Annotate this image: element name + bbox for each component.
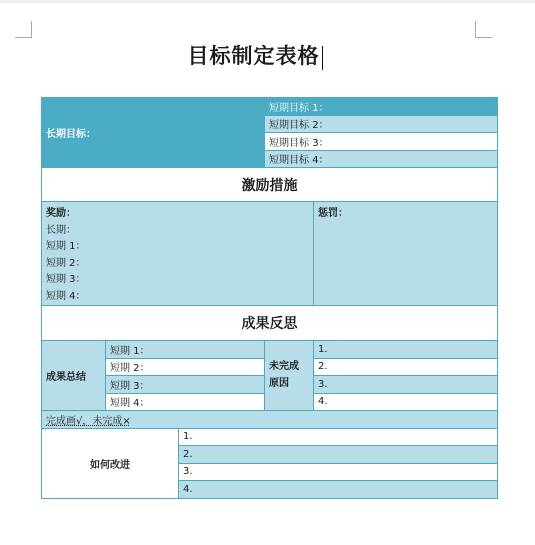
unfinished-label-line2: 原因 [269,377,290,389]
summary-short-term-3[interactable] [106,376,265,394]
reward-label: 奖励： [46,208,76,219]
unfinished-reason-4[interactable] [314,393,498,411]
short-term-goal-4[interactable] [265,150,498,168]
unfinished-reason-3[interactable] [314,376,498,394]
short-term-goal-4-label: 短期目标 4： [269,155,329,167]
summary-short-term-3-label: 短期 3： [110,380,150,392]
improvement-1-label: 1. [183,431,193,443]
short-term-goal-3-label: 短期目标 3： [269,137,329,149]
summary-label: 成果总结 [46,372,86,383]
summary-short-term-4-label: 短期 4： [110,398,150,410]
short-term-goal-1-label: 短期目标 1： [269,102,329,114]
improvement-2[interactable] [179,446,498,464]
improvement-4-label: 4. [183,483,193,495]
reward-long-term: 长期： [46,224,76,236]
improvement-3-label: 3. [183,466,193,478]
reflection-heading [42,306,498,341]
document-title[interactable] [0,40,510,70]
short-term-goal-2[interactable] [265,115,498,133]
long-term-goal-label: 长期目标： [46,129,96,140]
unfinished-reason-3-label: 3. [318,378,328,390]
improvement-4[interactable] [179,481,498,499]
unfinished-reason-2[interactable] [314,358,498,376]
reward-short-term-4: 短期 4： [46,290,86,302]
unfinished-reason-1-label: 1. [318,343,328,355]
text-cursor [322,46,323,70]
crop-mark-top-right [475,21,492,38]
summary-short-term-2-label: 短期 2： [110,363,150,375]
unfinished-label-line1: 未完成 [269,361,300,372]
reward-short-term-1: 短期 1： [46,241,86,252]
incentives-heading-text: 激励措施 [241,177,298,194]
improvement-3[interactable] [179,463,498,481]
summary-short-term-4[interactable] [106,393,265,411]
top-toolbar-edge [0,0,535,3]
completion-legend-cell[interactable] [42,411,498,429]
unfinished-reason-4-label: 4. [318,396,328,408]
penalty-cell[interactable] [314,202,498,306]
summary-short-term-1[interactable] [106,341,265,359]
unfinished-reason-1[interactable] [314,341,498,359]
improve-label: 如何改进 [90,459,130,471]
summary-short-term-1-label: 短期 1： [110,345,150,357]
summary-short-term-2[interactable] [106,358,265,376]
penalty-label: 惩罚： [318,208,349,219]
improvement-2-label: 2. [183,448,193,460]
short-term-goal-3[interactable] [265,133,498,151]
short-term-goal-1[interactable] [265,98,498,116]
reflection-heading-text: 成果反思 [241,316,298,332]
improvement-1[interactable] [179,428,498,446]
short-term-goal-2-label: 短期目标 2： [269,120,329,132]
reward-cell[interactable] [42,202,314,306]
reward-short-term-3: 短期 3： [46,274,86,285]
unfinished-reason-2-label: 2. [318,361,328,373]
summary-label-cell [42,341,106,411]
improve-label-cell [42,428,179,498]
reward-short-term-2: 短期 2： [46,257,86,269]
completion-legend: 完成画√，未完成× [46,415,131,427]
goal-table [41,97,498,499]
crop-mark-top-left [15,21,32,38]
incentives-heading [42,168,498,202]
long-term-goal-cell[interactable] [42,98,265,168]
document-title-text[interactable]: 目标制定表格 [187,43,320,68]
unfinished-reason-label-cell [265,341,314,411]
